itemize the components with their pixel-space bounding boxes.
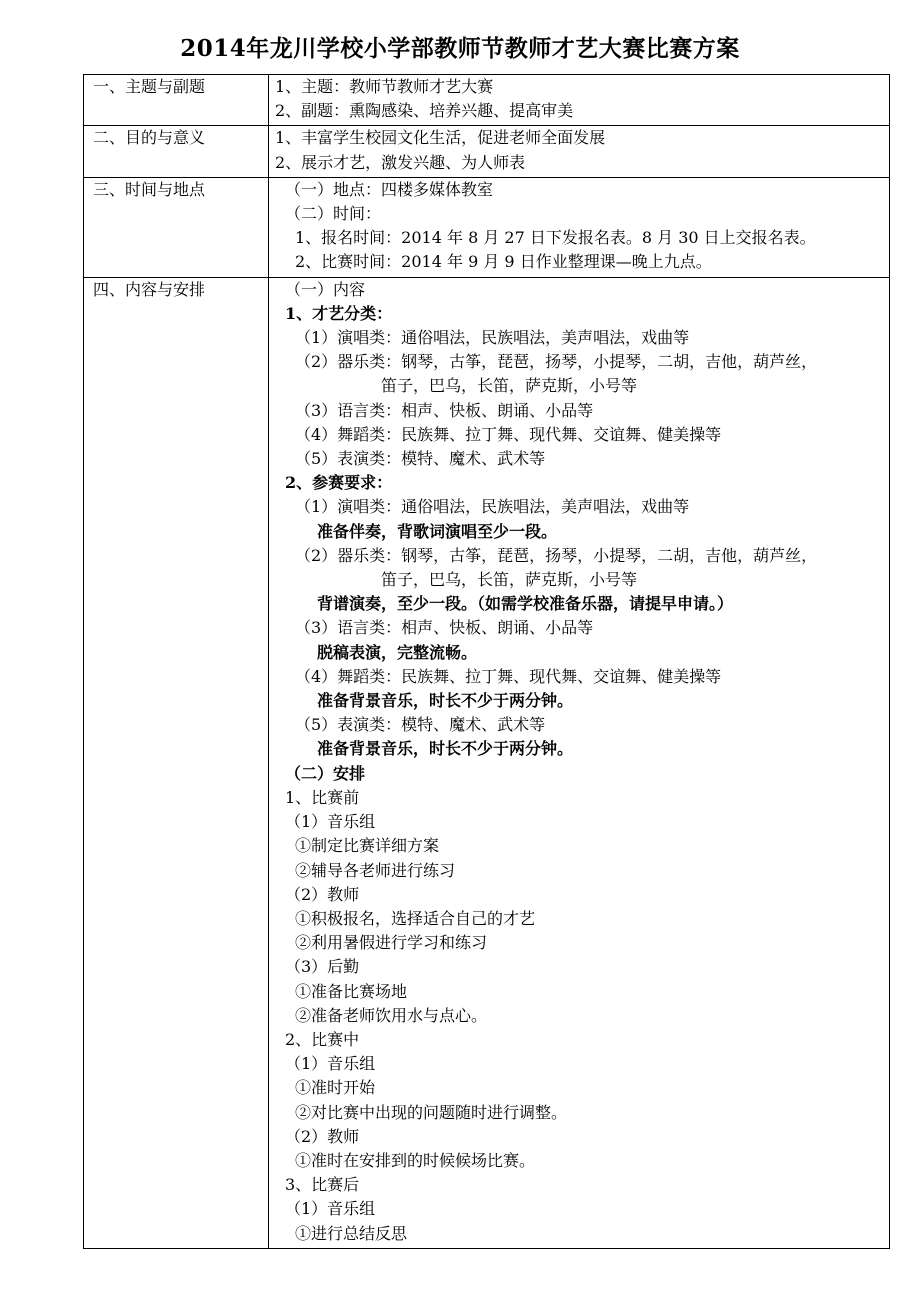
text-line: （4）舞蹈类：民族舞、拉丁舞、现代舞、交谊舞、健美操等	[295, 666, 722, 686]
text-line: （1）音乐组	[285, 812, 376, 832]
text-line: （4）舞蹈类：民族舞、拉丁舞、现代舞、交谊舞、健美操等	[295, 424, 722, 444]
text-line: ②对比赛中出现的问题随时进行调整。	[295, 1102, 568, 1122]
text-line: 2、比赛时间：2014 年 9 月 9 日作业整理课—晚上九点。	[295, 252, 712, 272]
bold-text-line: （二）安排	[285, 763, 366, 783]
section-label: 一、主题与副题	[84, 75, 269, 126]
section-content	[269, 75, 890, 126]
section-label: 二、目的与意义	[84, 126, 269, 177]
bold-text-line: 脱稿表演，完整流畅。	[317, 642, 478, 662]
text-line: （5）表演类：模特、魔术、武术等	[295, 715, 546, 735]
section-row	[84, 126, 890, 177]
text-line: （3）语言类：相声、快板、朗诵、小品等	[295, 618, 594, 638]
section-label: 三、时间与地点	[84, 177, 269, 277]
bold-text-line: 背谱演奏，至少一段。（如需学校准备乐器，请提早申请。）	[317, 594, 734, 614]
bold-text-line: 1、才艺分类：	[285, 303, 393, 323]
text-line: （一）内容	[285, 279, 366, 299]
section-label: 四、内容与安排	[84, 277, 269, 1248]
text-line: 笛子，巴乌，长笛，萨克斯，小号等	[381, 376, 638, 396]
plan-table	[83, 74, 890, 1249]
text-line: 笛子，巴乌，长笛，萨克斯，小号等	[381, 570, 638, 590]
text-line: ①准备比赛场地	[295, 981, 408, 1001]
text-line: （1）演唱类：通俗唱法，民族唱法，美声唱法，戏曲等	[295, 497, 690, 517]
section-content	[269, 277, 890, 1248]
text-line: （2）器乐类：钢琴，古筝，琵琶，扬琴，小提琴，二胡，吉他，葫芦丝，	[295, 545, 818, 565]
text-line: （2）器乐类：钢琴，古筝，琵琶，扬琴，小提琴，二胡，吉他，葫芦丝，	[295, 352, 818, 372]
text-line: （一）地点：四楼多媒体教室	[285, 179, 494, 199]
bold-text-line: 准备伴奏，背歌词演唱至少一段。	[317, 521, 558, 541]
text-line: （二）时间：	[285, 204, 382, 224]
text-line: ①准时开始	[295, 1078, 376, 1098]
text-line: ②辅导各老师进行练习	[295, 860, 456, 880]
text-line: 1、丰富学生校园文化生活，促进老师全面发展	[275, 128, 606, 148]
section-content	[269, 177, 890, 277]
text-line: ①制定比赛详细方案	[295, 836, 440, 856]
bold-text-line: 2、参赛要求：	[285, 473, 393, 493]
text-line: （2）教师	[285, 884, 360, 904]
text-line: （3）语言类：相声、快板、朗诵、小品等	[295, 400, 594, 420]
text-line: ①积极报名，选择适合自己的才艺	[295, 908, 536, 928]
bold-text-line: 准备背景音乐，时长不少于两分钟。	[317, 739, 574, 759]
section-row	[84, 75, 890, 126]
plan-table-body	[84, 75, 890, 1249]
text-line: （1）音乐组	[285, 1199, 376, 1219]
text-line: （1）演唱类：通俗唱法，民族唱法，美声唱法，戏曲等	[295, 328, 690, 348]
text-line: （2）教师	[285, 1126, 360, 1146]
text-line: ②利用暑假进行学习和练习	[295, 933, 488, 953]
text-line: ②准备老师饮用水与点心。	[295, 1005, 488, 1025]
text-line: 3、比赛后	[285, 1175, 360, 1195]
text-line: 2、比赛中	[285, 1029, 360, 1049]
text-line: 1、比赛前	[285, 787, 360, 807]
text-line: （1）音乐组	[285, 1054, 376, 1074]
text-line: ①进行总结反思	[295, 1223, 408, 1243]
text-line: （3）后勤	[285, 957, 360, 977]
text-line: （5）表演类：模特、魔术、武术等	[295, 449, 546, 469]
bold-text-line: 准备背景音乐，时长不少于两分钟。	[317, 691, 574, 711]
document-title: 2014年龙川学校小学部教师节教师才艺大赛比赛方案	[180, 35, 740, 62]
text-line: 1、主题：教师节教师才艺大赛	[275, 77, 494, 96]
text-line: 2、副题：熏陶感染、培养兴趣、提高审美	[275, 101, 574, 121]
text-line: 1、报名时间：2014 年 8 月 27 日下发报名表。8 月 30 日上交报名表。	[295, 228, 816, 248]
text-line: ①准时在安排到的时候候场比赛。	[295, 1150, 536, 1170]
section-content	[269, 126, 890, 177]
section-row	[84, 277, 890, 1248]
section-row	[84, 177, 890, 277]
text-line: 2、展示才艺，激发兴趣、为人师表	[275, 152, 526, 172]
